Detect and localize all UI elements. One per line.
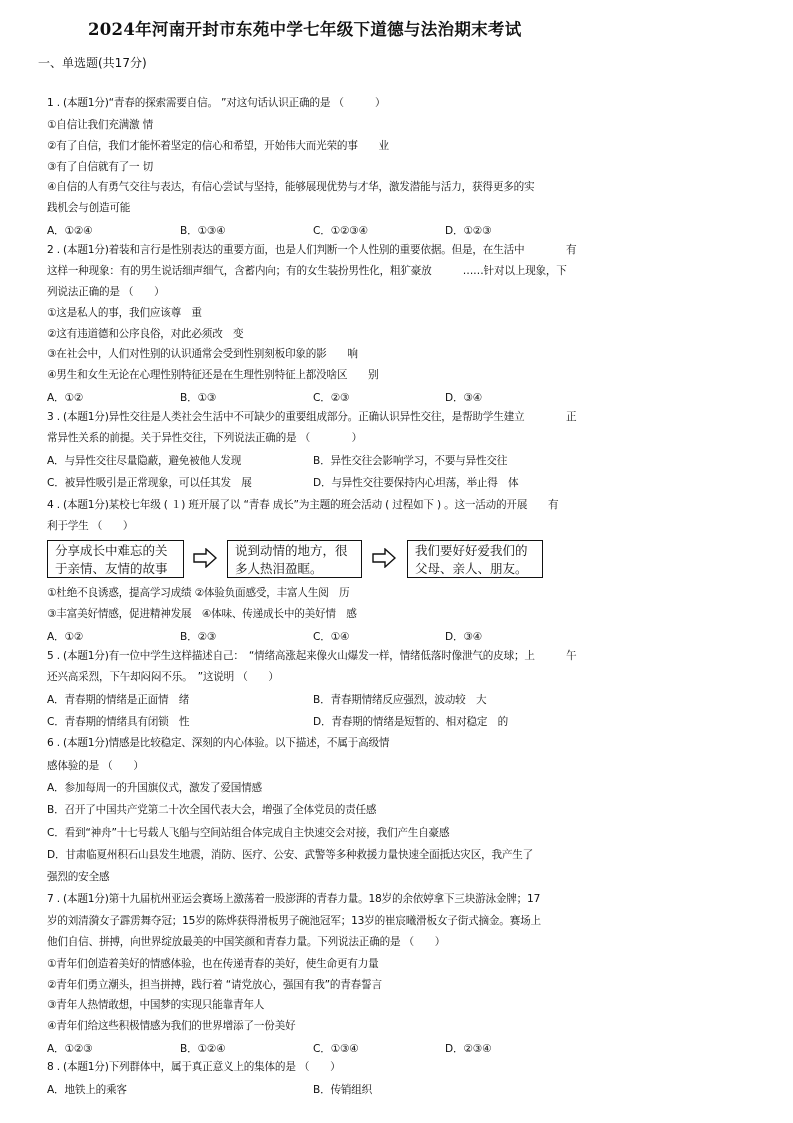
question-1-statement-1: ①自信让我们充满激 情 [47,119,154,131]
flow-step-1 [47,540,184,578]
question-1-statement-4-cont: 践机会与创造可能 [47,202,131,214]
question-4-stem-cont: 利于学生 （ ） [47,520,134,532]
question-8-option-a: A．地铁上的乘客 [47,1084,127,1096]
question-7-option-b: B．①②④ [180,1043,226,1055]
question-6-option-a: A．参加每周一的升国旗仪式，激发了爱国情感 [47,782,262,794]
question-2-option-a: A．①② [47,392,84,404]
question-4-option-c: C．①④ [313,631,350,643]
question-5-stem-cont: 还兴高采烈，下午却闷闷不乐。 ”这说明 （ ） [47,671,279,683]
question-8-option-b: B．传销组织 [313,1084,373,1096]
question-7-stem-cont: 岁的刘清漪女子霹雳舞夺冠；15岁的陈烨获得滑板男子碗池冠军；13岁的崔宸曦滑板女子街式摘金。赛场上 [47,915,541,927]
flow-step-1-line-2: 于亲情、友情的故事 [55,561,168,576]
question-1-option-b: B．①③④ [180,225,226,237]
question-5-option-c: C．青春期的情绪具有闭锁 性 [47,716,190,728]
question-2-option-d: D．③④ [445,392,482,404]
question-6-option-b: B．召开了中国共产党第二十次全国代表大会，增强了全体党员的责任感 [47,804,377,816]
question-3-option-b: B．异性交往会影响学习，不要与异性交往 [313,455,508,467]
question-2-option-b: B．①③ [180,392,217,404]
question-7-statement-4: ④青年们给这些积极情感为我们的世界增添了一份美好 [47,1020,296,1032]
flow-step-2-line-1: 说到动情的地方，很 [235,543,348,558]
question-5-option-d: D．青春期的情绪是短暂的、相对稳定 的 [313,716,509,728]
question-3-option-d: D．与异性交往要保持内心坦荡，举止得 体 [313,477,519,489]
question-6-stem-cont: 感体验的是 （ ） [47,760,144,772]
question-7-option-c: C．①③④ [313,1043,359,1055]
question-6-option-c: C．看到“神舟”十七号载人飞船与空间站组合体完成自主快速交会对接，我们产生自豪感 [47,827,450,839]
question-4-statement-1: ①杜绝不良诱惑，提高学习成绩 ②体验负面感受，丰富人生阅 历 [47,587,350,599]
flow-arrow-1-icon [193,548,217,568]
question-2-statement-3: ③在社会中，人们对性别的认识通常会受到性别刻板印象的影 响 [47,348,358,360]
question-1-option-a: A．①②④ [47,225,93,237]
question-2-stem-cont: 这样一种现象：有的男生说话细声细气，含蓄内向；有的女生装扮男性化，粗犷豪放 ……针对以上现象，下 [47,265,567,277]
question-2-statement-1: ①这是私人的事，我们应该尊 重 [47,307,202,319]
question-2-stem: 2 . (本题1分)着装和言行是性别表达的重要方面，也是人们判断一个人性别的重要依据。但是，在生活中 有 [47,244,577,256]
question-1-option-d: D．①②③ [445,225,492,237]
flow-step-3-line-2: 父母、亲人、朋友。 [415,561,528,576]
section-heading: 一、单选题(共17分) [38,56,147,70]
flow-step-1-line-1: 分享成长中难忘的关 [55,543,168,558]
question-3-stem: 3 . (本题1分)异性交往是人类社会生活中不可缺少的重要组成部分。正确认识异性交往，是帮助学生建立 正 [47,411,577,423]
question-1-statement-2: ②有了自信，我们才能怀着坚定的信心和希望，开始伟大而光荣的事 业 [47,140,389,152]
question-2-stem-end: 列说法正确的是 （ ） [47,286,165,298]
question-4-option-a: A．①② [47,631,84,643]
question-3-option-c: C．被异性吸引是正常现象，可以任其发 展 [47,477,252,489]
question-3-option-a: A．与异性交往尽量隐蔽，避免被他人发现 [47,455,242,467]
flow-step-3-line-1: 我们要好好爱我们的 [415,543,528,558]
question-4-option-b: B．②③ [180,631,217,643]
exam-title: 2024年河南开封市东苑中学七年级下道德与法治期末考试 [88,20,522,39]
question-1-statement-3: ③有了自信就有了一 切 [47,161,154,173]
question-7-statement-2: ②青年们勇立潮头，担当拼搏，践行着 “请党放心，强国有我”的青春誓言 [47,979,382,991]
question-4-stem: 4 . (本题1分)某校七年级 ( １) 班开展了以 “青春 成长”为主题的班会活动 ( 过程如下 ) 。这一活动的开展 有 [47,499,559,511]
flow-step-2-line-2: 多人热泪盈眶。 [235,561,323,576]
question-7-stem-end: 他们自信、拼搏，向世界绽放最美的中国笑颜和青春力量。下列说法正确的是 （ ） [47,936,446,948]
question-1-stem: 1 . (本题1分)“青春的探索需要自信。 ”对这句话认识正确的是 （ ） [47,97,386,109]
flow-arrow-2-icon [372,548,396,568]
question-2-option-c: C．②③ [313,392,350,404]
question-4-statement-2: ③丰富美好情感，促进精神发展 ④体味、传递成长中的美好情 感 [47,608,357,620]
question-6-option-d-cont: 强烈的安全感 [47,871,110,883]
question-1-statement-4: ④自信的人有勇气交往与表达，有信心尝试与坚持，能够展现优势与才华，激发潜能与活力，获得更多的实 [47,181,535,193]
question-6-option-d: D．甘肃临夏州积石山县发生地震，消防、医疗、公安、武警等多种救援力量快速全面抵达灾区，我产生了 [47,849,534,861]
question-6-stem: 6 . (本题1分)情感是比较稳定、深刻的内心体验。以下描述，不属于高级情 [47,737,390,749]
question-7-statement-1: ①青年们创造着美好的情感体验，也在传递青春的美好，使生命更有力量 [47,958,379,970]
question-5-option-a: A．青春期的情绪是正面情 绪 [47,694,190,706]
question-7-statement-3: ③青年人热情敢想，中国梦的实现只能靠青年人 [47,999,265,1011]
question-7-stem: 7 . (本题1分)第十九届杭州亚运会赛场上激荡着一股澎湃的青春力量。18岁的余依婷拿下三块游泳金牌；17 [47,893,541,905]
question-2-statement-2: ②这有违道德和公序良俗，对此必须改 变 [47,328,244,340]
question-7-option-a: A．①②③ [47,1043,93,1055]
question-4-option-d: D．③④ [445,631,482,643]
question-5-stem: 5 . (本题1分)有一位中学生这样描述自己： “情绪高涨起来像火山爆发一样，情绪低落时像泄气的皮球；上 午 [47,650,577,662]
question-1-option-c: C．①②③④ [313,225,368,237]
flow-step-2 [227,540,362,578]
question-2-statement-4: ④男生和女生无论在心理性别特征还是在生理性别特征上都没啥区 别 [47,369,379,381]
question-7-option-d: D．②③④ [445,1043,492,1055]
question-8-stem: 8 . (本题1分)下列群体中，属于真正意义上的集体的是 （ ） [47,1061,341,1073]
flow-step-3 [407,540,543,578]
question-3-stem-cont: 常异性关系的前提。关于异性交往，下列说法正确的是 （ ） [47,432,362,444]
question-5-option-b: B．青春期情绪反应强烈，波动较 大 [313,694,487,706]
